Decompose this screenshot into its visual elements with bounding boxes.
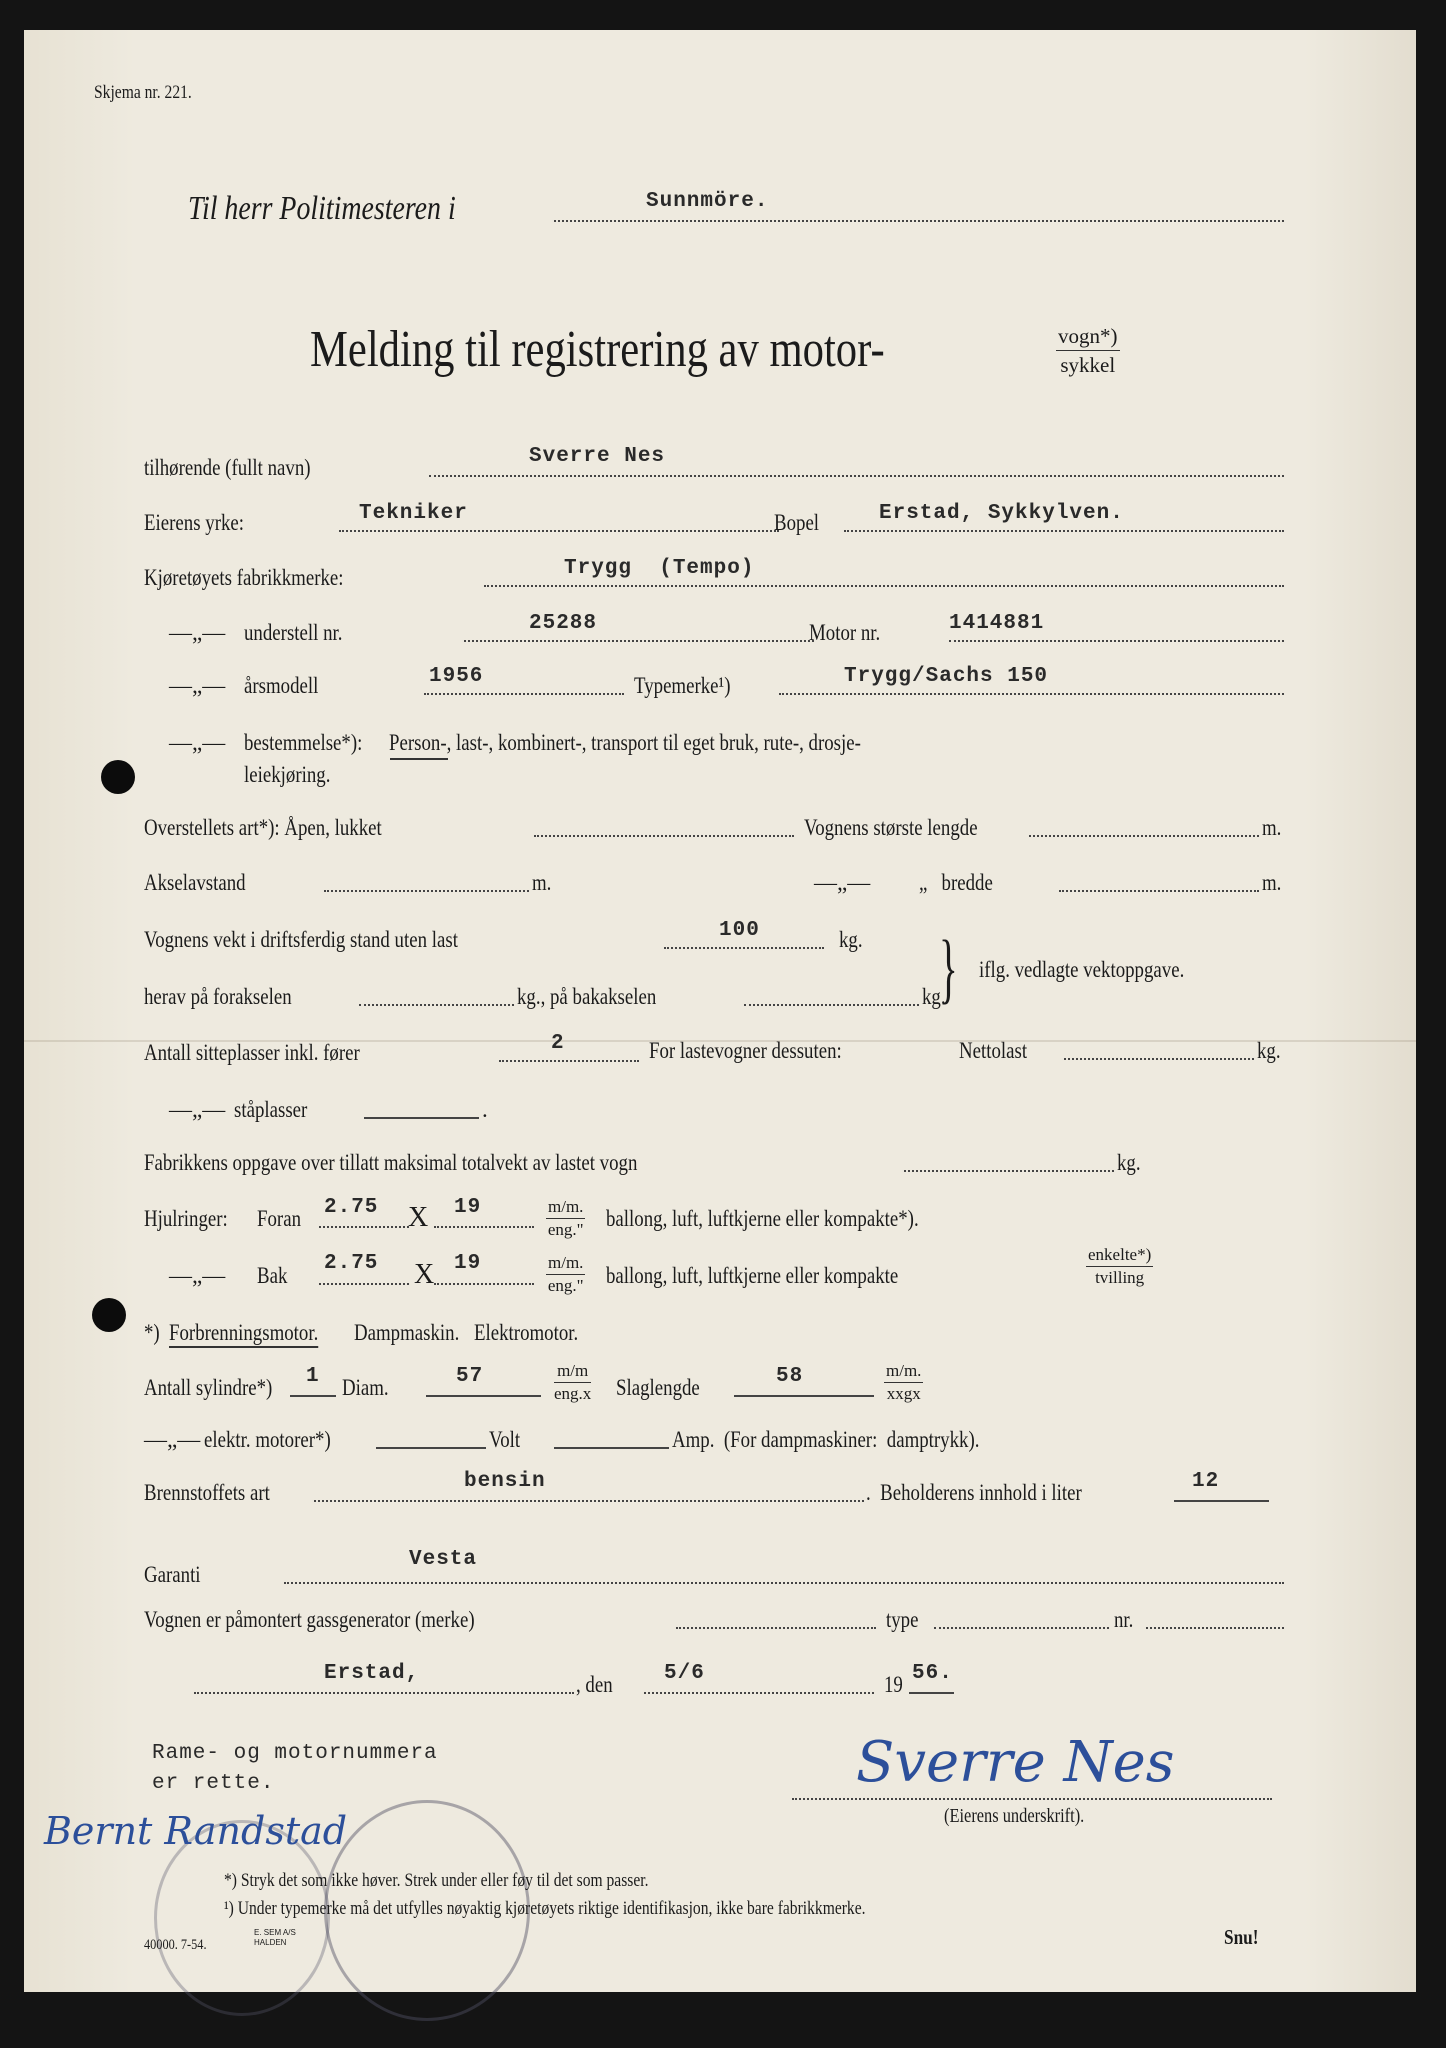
unit-bottom: eng."	[547, 1220, 584, 1239]
max-weight-label: Fabrikkens oppgave over tillatt maksimal totalvekt av lastet vogn	[144, 1150, 638, 1175]
date-value: 5/6	[664, 1662, 705, 1685]
unit-bottom: eng."	[547, 1276, 584, 1295]
addressee-label: Til herr Politimesteren i	[188, 190, 456, 227]
diameter-value: 57	[456, 1365, 484, 1388]
rear-tyre-width: 2.75	[324, 1252, 379, 1275]
axle-label: Akselavstand	[144, 870, 246, 895]
front-axle-field[interactable]	[359, 1004, 514, 1006]
twin-fraction	[1086, 1244, 1153, 1289]
place-field[interactable]	[194, 1692, 574, 1694]
motor-number-value: 1414881	[949, 612, 1045, 635]
weight-field[interactable]	[664, 947, 824, 949]
guarantee-field[interactable]	[284, 1582, 1284, 1584]
tyres-label: Hjulringer:	[144, 1206, 228, 1231]
twin-bottom: tvilling	[1095, 1268, 1145, 1287]
ditto-mark: —„—	[169, 673, 226, 698]
model-year-field[interactable]	[424, 693, 624, 695]
electric-motors-label: elektr. motorer*)	[204, 1427, 331, 1452]
weight-value: 100	[719, 919, 760, 942]
weight-label: Vognens vekt i driftsferdig stand uten last	[144, 927, 458, 952]
gas-generator-field[interactable]	[676, 1627, 876, 1629]
type-value: Trygg/Sachs 150	[844, 665, 1049, 688]
ditto-mark: —„—	[169, 730, 226, 755]
purpose-underline	[390, 758, 448, 760]
place-value: Erstad,	[324, 1662, 420, 1685]
gas-nr-label: nr.	[1114, 1607, 1134, 1632]
verification-line1: Rame- og motornummera	[152, 1742, 438, 1765]
unit-bottom: eng.x	[554, 1384, 592, 1403]
year-field[interactable]	[909, 1692, 954, 1694]
addressee-value: Sunnmöre.	[646, 190, 769, 213]
rear-tyre-rim-field[interactable]	[434, 1283, 534, 1285]
width-field[interactable]	[1059, 890, 1259, 892]
purpose-options: Person-, last-, kombinert-, transport til eget bruk, rute-, drosje-	[389, 730, 861, 755]
rear-tyre-width-field[interactable]	[319, 1283, 409, 1285]
owner-field[interactable]	[429, 475, 1284, 477]
weight-note: iflg. vedlagte vektoppgave.	[979, 957, 1185, 982]
chassis-value: 25288	[529, 612, 598, 635]
occupation-label: Eierens yrke:	[144, 510, 245, 535]
unit-top: m/m.	[884, 1360, 923, 1383]
unit-bottom: xxgx	[886, 1384, 921, 1403]
gas-type-field[interactable]	[934, 1627, 1109, 1629]
body-field[interactable]	[534, 835, 794, 837]
turn-over-note: Snu!	[1224, 1925, 1259, 1949]
cylinders-field[interactable]	[290, 1395, 336, 1397]
guarantee-value: Vesta	[409, 1548, 478, 1571]
width-unit: m.	[1262, 870, 1282, 895]
front-tyre-width: 2.75	[324, 1196, 379, 1219]
rear-axle-field[interactable]	[744, 1004, 919, 1006]
unit-top: m/m.	[546, 1196, 585, 1219]
motor-number-field[interactable]	[949, 640, 1284, 642]
ditto-mark: —„—	[169, 1263, 226, 1288]
engine-combustion: Forbrenningsmotor.	[169, 1320, 318, 1348]
cargo-label: For lastevogner dessuten:	[649, 1038, 842, 1063]
residence-label: Bopel	[774, 510, 820, 535]
gas-nr-field[interactable]	[1146, 1627, 1284, 1629]
residence-field[interactable]	[844, 530, 1284, 532]
engine-type-prefix: *)	[144, 1320, 160, 1345]
rear-tyre-types: ballong, luft, luftkjerne eller kompakte	[606, 1263, 899, 1288]
tyre-unit-fraction	[546, 1196, 585, 1241]
type-label: Typemerke¹)	[634, 673, 731, 698]
officer-signature: Bernt Randstad	[44, 1809, 348, 1853]
title-frac-top: vogn*)	[1056, 322, 1120, 351]
tank-value: 12	[1192, 1470, 1220, 1493]
model-year-value: 1956	[429, 665, 484, 688]
ditto-mark: —„—	[144, 1427, 201, 1452]
net-load-unit: kg.	[1257, 1038, 1281, 1063]
stroke-field[interactable]	[734, 1395, 874, 1397]
owner-label: tilhørende (fullt navn)	[144, 455, 311, 480]
punch-hole	[101, 760, 135, 794]
stroke-unit	[884, 1360, 923, 1405]
motor-number-label: Motor nr.	[809, 620, 881, 645]
type-field[interactable]	[779, 693, 1284, 695]
printer-code: 40000. 7-54.	[144, 1937, 207, 1953]
fuel-value: bensin	[464, 1470, 546, 1493]
max-weight-field[interactable]	[904, 1170, 1114, 1172]
front-tyre-rim: 19	[454, 1196, 482, 1219]
body-label: Overstellets art*): Åpen, lukket	[144, 815, 382, 840]
rear-axle-unit: kg.	[922, 984, 946, 1009]
standing-field[interactable]	[364, 1117, 479, 1119]
front-axle-label: herav på forakselen	[144, 984, 292, 1009]
printer-company: E. SEM A/S	[254, 1928, 296, 1937]
make-value: Trygg (Tempo)	[564, 557, 755, 580]
gas-type-label: type	[886, 1607, 919, 1632]
make-field[interactable]	[484, 585, 1284, 587]
amp-label: Amp. (For dampmaskiner: damptrykk).	[672, 1427, 980, 1452]
date-den-label: , den	[576, 1672, 613, 1697]
volt-field[interactable]	[376, 1447, 486, 1449]
front-label: Foran	[257, 1206, 302, 1231]
punch-hole	[92, 1298, 126, 1332]
unit-top: m/m.	[546, 1252, 585, 1275]
page-title: Melding til registrering av motor-	[310, 321, 885, 378]
signature-caption: (Eierens underskrift).	[944, 1805, 1085, 1827]
unit-top: m/m	[554, 1360, 591, 1383]
times-mark: X	[414, 1259, 435, 1290]
printer-city: HALDEN	[254, 1938, 287, 1947]
seats-field[interactable]	[499, 1060, 639, 1062]
twin-top: enkelte*)	[1086, 1244, 1153, 1267]
tyre-unit-fraction	[546, 1252, 585, 1297]
stroke-label: Slaglengde	[616, 1375, 700, 1400]
ditto-mark: —„—	[814, 870, 871, 895]
net-load-field[interactable]	[1064, 1058, 1254, 1060]
volt-label: Volt	[489, 1427, 521, 1452]
fuel-label: Brennstoffets art	[144, 1480, 270, 1505]
net-load-label: Nettolast	[959, 1038, 1028, 1063]
tank-label: . Beholderens innhold i liter	[866, 1480, 1082, 1505]
brace: }	[939, 924, 958, 1011]
title-frac-bottom: sykkel	[1060, 353, 1116, 377]
length-field[interactable]	[1029, 835, 1259, 837]
rear-tyre-rim: 19	[454, 1252, 482, 1275]
amp-field[interactable]	[554, 1447, 669, 1449]
standing-label: ståplasser	[234, 1097, 308, 1122]
length-label: Vognens største lengde	[804, 815, 978, 840]
front-axle-unit: kg., på bakakselen	[517, 984, 657, 1009]
residence-value: Erstad, Sykkylven.	[879, 502, 1124, 525]
engine-steam: Dampmaskin.	[354, 1320, 460, 1345]
front-tyre-rim-field[interactable]	[434, 1226, 534, 1228]
ditto-mark: —„—	[169, 620, 226, 645]
owner-value: Sverre Nes	[529, 445, 666, 468]
occupation-field[interactable]	[339, 530, 779, 532]
registration-form	[24, 30, 1416, 1992]
verification-line2: er rette.	[152, 1772, 275, 1795]
width-label: „ bredde	[919, 870, 993, 895]
diameter-field[interactable]	[426, 1395, 541, 1397]
footnote-2: ¹) Under typemerke må det utfylles nøyaktig kjøretøyets riktige identifikasjon, ikke bare fabrikkmerke.	[224, 1898, 866, 1919]
chassis-field[interactable]	[464, 640, 814, 642]
printer-name	[254, 1928, 296, 1948]
form-number: Skjema nr. 221.	[94, 82, 192, 103]
axle-unit: m.	[532, 870, 552, 895]
weight-unit: kg.	[839, 927, 863, 952]
year-value: 56.	[912, 1662, 953, 1685]
diameter-label: Diam.	[342, 1375, 389, 1400]
purpose-options-cont: leiekjøring.	[244, 762, 331, 787]
fuel-field[interactable]	[314, 1500, 864, 1502]
make-label: Kjøretøyets fabrikkmerke:	[144, 565, 344, 590]
owner-signature: Sverre Nes	[856, 1730, 1175, 1795]
signature-line[interactable]	[792, 1798, 1272, 1800]
front-tyre-width-field[interactable]	[319, 1226, 409, 1228]
times-mark: X	[408, 1202, 429, 1233]
standing-end: .	[482, 1097, 488, 1122]
title-fraction	[1056, 322, 1120, 379]
seats-value: 2	[551, 1032, 565, 1055]
purpose-label: bestemmelse*):	[244, 730, 363, 755]
gas-generator-label: Vognen er påmontert gassgenerator (merke)	[144, 1607, 475, 1632]
cylinders-label: Antall sylindre*)	[144, 1375, 273, 1400]
stroke-value: 58	[776, 1365, 804, 1388]
axle-field[interactable]	[324, 890, 529, 892]
tank-field[interactable]	[1174, 1500, 1269, 1502]
engine-electric: Elektromotor.	[474, 1320, 579, 1345]
ditto-mark: —„—	[169, 1097, 226, 1122]
guarantee-label: Garanti	[144, 1562, 201, 1587]
diameter-unit	[554, 1360, 591, 1405]
century-label: 19	[884, 1672, 903, 1697]
length-unit: m.	[1262, 815, 1282, 840]
model-year-label: årsmodell	[244, 673, 319, 698]
addressee-field[interactable]	[554, 220, 1284, 222]
cylinders-value: 1	[306, 1365, 320, 1388]
rear-label: Bak	[257, 1263, 288, 1288]
occupation-value: Tekniker	[359, 502, 468, 525]
max-weight-unit: kg.	[1117, 1150, 1141, 1175]
seats-label: Antall sitteplasser inkl. fører	[144, 1040, 360, 1065]
chassis-label: understell nr.	[244, 620, 343, 645]
front-tyre-types: ballong, luft, luftkjerne eller kompakte*).	[606, 1206, 919, 1231]
footnote-1: *) Stryk det som ikke høver. Strek under eller føy til det som passer.	[224, 1870, 649, 1891]
date-field[interactable]	[644, 1692, 874, 1694]
